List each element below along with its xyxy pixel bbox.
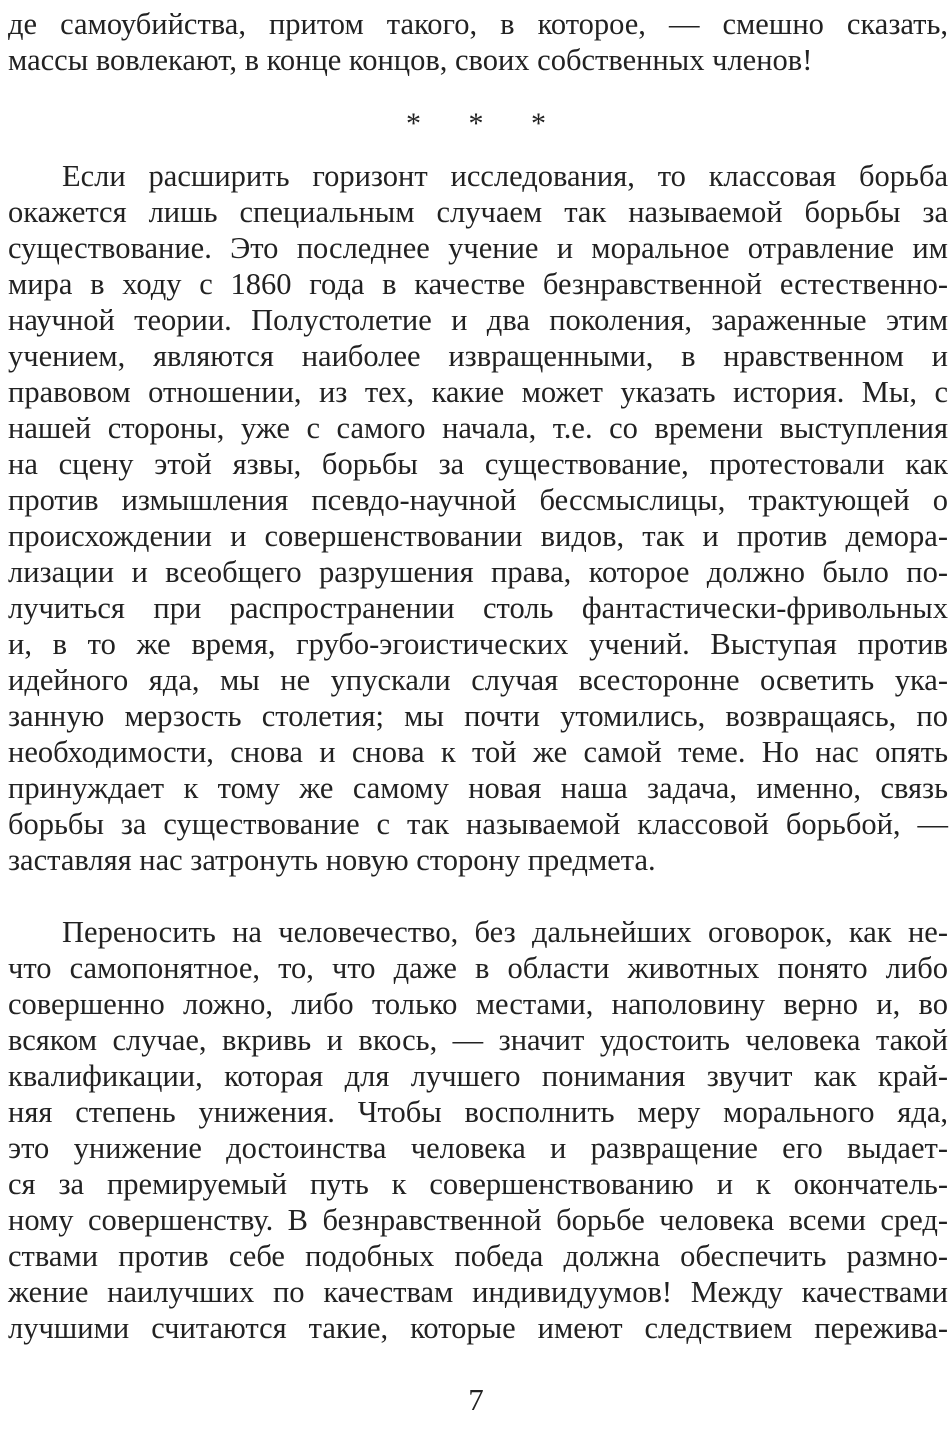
text-line: всяком случае, вкривь и вкось, — значит удостоить человека такой: [8, 1023, 948, 1057]
text-line: происхождении и совершенствовании видов, так и против демора-: [8, 519, 948, 553]
text-line: лизации и всеобщего разрушения права, которое должно было по-: [8, 555, 948, 589]
section-separator: * * *: [406, 107, 566, 140]
text-line: совершенно ложно, либо только местами, наполовину верно и, во: [8, 987, 948, 1021]
text-line: ствами против себе подобных победа должна обеспечить размно-: [8, 1239, 948, 1273]
text-line: на сцену этой язвы, борьбы за существование, протестовали как: [8, 447, 948, 481]
text-line: Если расширить горизонт исследования, то классовая борьба: [62, 159, 948, 193]
text-line: мира в ходу с 1860 года в качестве безнравственной естественно-: [8, 267, 948, 301]
text-line: квалификации, которая для лучшего понимания звучит как край-: [8, 1059, 948, 1093]
text-line: что самопонятное, то, что даже в области животных понято либо: [8, 951, 948, 985]
text-line: учением, являются наиболее извращенными, в нравственном и: [8, 339, 948, 373]
text-line: няя степень унижения. Чтобы восполнить меру морального яда,: [8, 1095, 948, 1129]
text-line: занную мерзость столетия; мы почти утомились, возвращаясь, по: [8, 699, 948, 733]
text-line: необходимости, снова и снова к той же самой теме. Но нас опять: [8, 735, 948, 769]
text-line: лучиться при распространении столь фантастически-фривольных: [8, 591, 948, 625]
text-line: окажется лишь специальным случаем так называемой борьбы за: [8, 195, 948, 229]
text-line: научной теории. Полустолетие и два поколения, зараженные этим: [8, 303, 948, 337]
text-line: жение наилучших по качествам индивидуумов! Между качествами: [8, 1275, 948, 1309]
page-number: 7: [468, 1382, 484, 1417]
text-line: против измышления псевдо-научной бессмыслицы, трактующей о: [8, 483, 948, 517]
text-line: правовом отношении, из тех, какие может указать история. Мы, с: [8, 375, 948, 409]
text-line: нашей стороны, уже с самого начала, т.е. со времени выступления: [8, 411, 948, 445]
text-line: лучшими считаются такие, которые имеют следствием пережива-: [8, 1311, 948, 1345]
text-line: де самоубийства, притом такого, в которое, — смешно сказать,: [8, 7, 948, 41]
text-line: идейного яда, мы не упускали случая всесторонне осветить ука-: [8, 663, 948, 697]
text-line: существование. Это последнее учение и моральное отравление им: [8, 231, 948, 265]
text-line: принуждает к тому же самому новая наша задача, именно, связь: [8, 771, 948, 805]
text-line: это унижение достоинства человека и развращение его выдает-: [8, 1131, 948, 1165]
text-line: ному совершенству. В безнравственной борьбе человека всеми сред-: [8, 1203, 948, 1237]
text-line: борьбы за существование с так называемой классовой борьбой, —: [8, 807, 948, 841]
text-line: ся за премируемый путь к совершенствованию и к окончатель-: [8, 1167, 948, 1201]
text-line: Переносить на человечество, без дальнейших оговорок, как не-: [62, 915, 948, 949]
text-line: заставляя нас затронуть новую сторону предмета.: [8, 843, 656, 877]
text-line: массы вовлекают, в конце концов, своих собственных членов!: [8, 43, 813, 77]
text-line: и, в то же время, грубо-эгоистических учений. Выступая против: [8, 627, 948, 661]
